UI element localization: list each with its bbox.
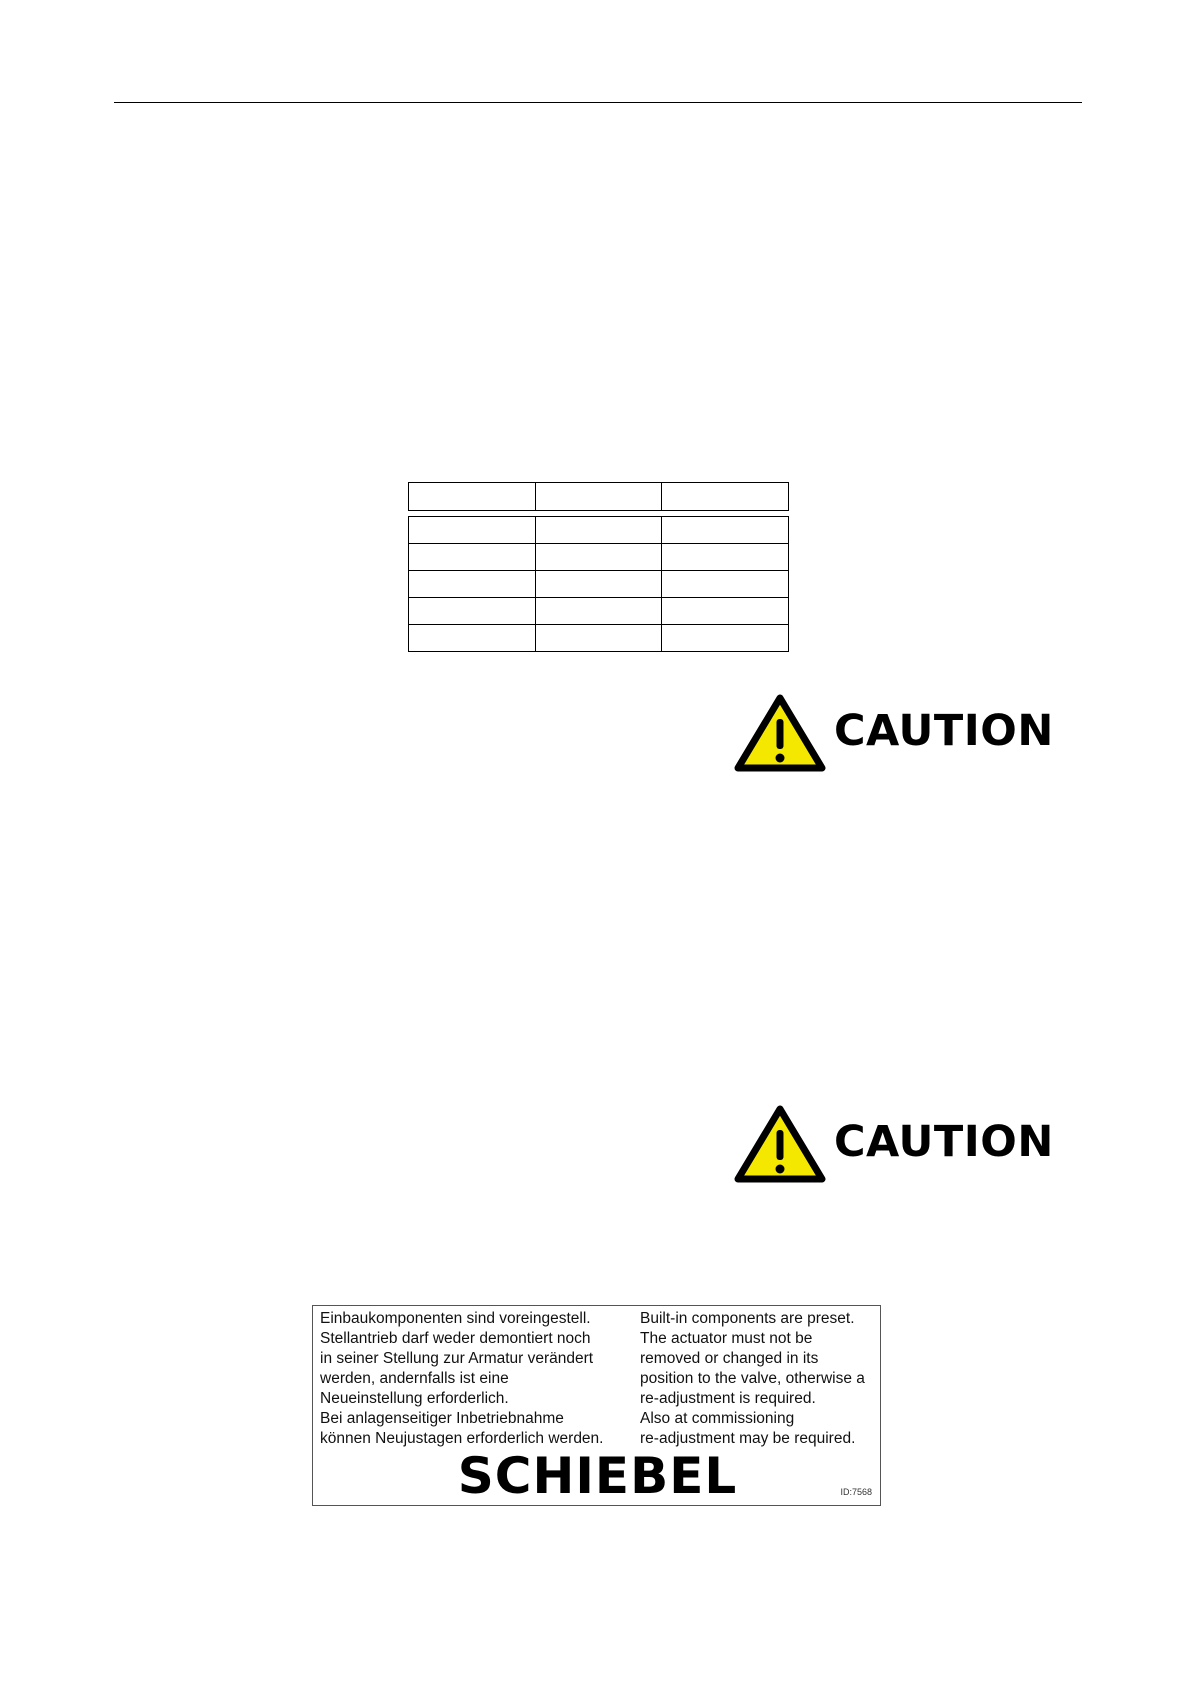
- sticker-line: position to the valve, otherwise a: [640, 1370, 865, 1387]
- sticker-line: Neueinstellung erforderlich.: [320, 1390, 509, 1407]
- caution-badge-1: [734, 694, 1054, 772]
- sticker-line: Stellantrieb darf weder demontiert noch: [320, 1330, 591, 1347]
- sticker-line: Also at commissioning: [640, 1410, 795, 1427]
- table-body: [408, 516, 789, 652]
- table-cell: [662, 517, 789, 544]
- table-cell: [535, 517, 662, 544]
- table-row: [409, 517, 789, 544]
- table-row: [409, 598, 789, 625]
- table-row: [409, 571, 789, 598]
- preset-warning-sticker: [312, 1305, 881, 1506]
- table-cell: [535, 598, 662, 625]
- caution-label: CAUTION: [834, 1117, 1054, 1167]
- table-header-cell: [535, 483, 662, 511]
- warning-triangle-icon: [734, 694, 826, 772]
- table-cell: [409, 517, 536, 544]
- table-row: [409, 544, 789, 571]
- table-cell: [535, 625, 662, 652]
- sticker-line: werden, andernfalls ist eine: [320, 1370, 509, 1387]
- sticker-line: re-adjustment is required.: [640, 1390, 816, 1407]
- sticker-line: re-adjustment may be required.: [640, 1430, 856, 1447]
- sticker-id: ID:7568: [840, 1487, 872, 1497]
- sticker-line: in seiner Stellung zur Armatur verändert: [320, 1350, 594, 1367]
- sticker-line: Bei anlagenseitiger Inbetriebnahme: [320, 1410, 564, 1427]
- sticker-line: The actuator must not be: [640, 1330, 813, 1347]
- table-cell: [662, 598, 789, 625]
- sticker-line: Einbaukomponenten sind voreingestell.: [320, 1310, 591, 1327]
- sticker-line: removed or changed in its: [640, 1350, 819, 1367]
- sticker-line: können Neujustagen erforderlich werden.: [320, 1430, 604, 1447]
- caution-badge-2: [734, 1105, 1054, 1183]
- table-cell: [662, 544, 789, 571]
- sticker-english-text: [640, 1309, 865, 1449]
- table-header-row: [409, 483, 789, 511]
- table-header-cell: [409, 483, 536, 511]
- warning-triangle-icon: [734, 1105, 826, 1183]
- table-cell: [662, 571, 789, 598]
- sticker-german-text: [320, 1309, 603, 1449]
- table-cell: [409, 625, 536, 652]
- header-rule: [114, 102, 1082, 103]
- table-header: [408, 482, 789, 511]
- caution-label: CAUTION: [834, 706, 1054, 756]
- table-row: [409, 625, 789, 652]
- table-header-cell: [662, 483, 789, 511]
- empty-table: [408, 482, 789, 652]
- table-cell: [662, 625, 789, 652]
- table-cell: [535, 571, 662, 598]
- table-cell: [409, 598, 536, 625]
- table-cell: [409, 544, 536, 571]
- brand-logo: SCHIEBEL: [457, 1447, 738, 1505]
- sticker-line: Built-in components are preset.: [640, 1310, 855, 1327]
- table-cell: [535, 544, 662, 571]
- table-cell: [409, 571, 536, 598]
